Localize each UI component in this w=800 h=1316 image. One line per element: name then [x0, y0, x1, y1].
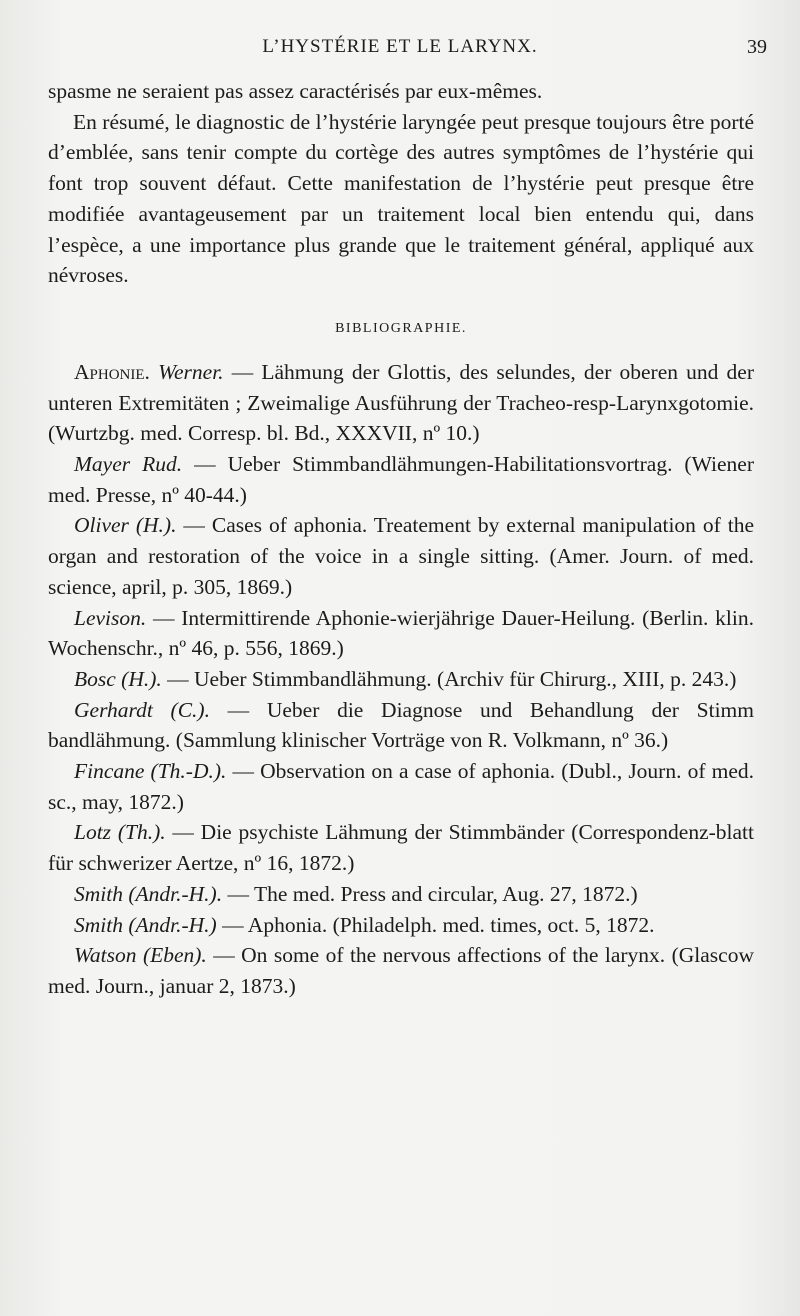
entry-text: — Aphonia. (Philadelph. med. times, oct. 5, 1872. [216, 912, 655, 937]
bibliography-entry [48, 695, 754, 756]
entry-author: Smith (Andr.-H.). [74, 881, 223, 906]
bibliography-entry [48, 910, 754, 941]
entry-prefix: Aphonie. [74, 359, 150, 384]
bibliography-entry [48, 449, 754, 510]
entry-author: Levison. [74, 605, 147, 630]
entry-author: Fincane (Th.-D.). [74, 759, 227, 784]
bibliography-entry [48, 817, 754, 878]
page-number: 39 [747, 36, 767, 58]
bibliography-list [48, 357, 754, 1002]
entry-author: Smith (Andr.-H.) [74, 912, 217, 937]
entry-author: Werner. [158, 359, 224, 384]
running-title: L’HYSTÉRIE ET LE LARYNX. [262, 36, 538, 57]
entry-author: Oliver (H.). [74, 513, 177, 538]
entry-author: Gerhardt (C.). [74, 697, 210, 722]
entry-text: — Lähmung der Glottis, des selundes, der oberen und der unteren Extremitäten ; Zweimalige Ausführung der Tracheo-resp-Larynxgotomie. (Wurtzbg. med. Corresp. bl. Bd., XXXVII, nº 10.) [48, 359, 755, 446]
bibliography-entry [48, 879, 754, 910]
entry-author: Bosc (H.). [74, 666, 162, 691]
entry-author: Watson (Eben). [74, 943, 207, 968]
entry-text: — Ueber Stimmbandlähmungen-Habilitationsvortrag. (Wiener med. Presse, nº 40-44.) [48, 452, 754, 507]
entry-text: — On some of the nervous affections of the larynx. (Glascow med. Journ., januar 2, 1873.) [48, 943, 754, 998]
bibliography-entry [48, 510, 754, 602]
bibliography-heading: BIBLIOGRAPHIE. [335, 320, 467, 336]
entry-text: — Ueber Stimmbandlähmung. (Archiv für Chirurg., XIII, p. 243.) [161, 666, 737, 691]
entry-text: — Observation on a case of aphonia. (Dubl., Journ. of med. sc., may, 1872.) [48, 759, 754, 814]
bibliography-entry [48, 940, 754, 1001]
paragraph-summary: En résumé, le diagnostic de l’hystérie laryngée peut presque toujours être porté d’emblée, sans tenir compte du cortège des autres symptômes de l’hystérie qui font trop souvent défaut. Cette manifestation de l’hystérie peut presque être modifiée avantageusement par un traitement local bien entendu qui, dans l’espèce, a une importance plus grande que le traitement général, appliqué aux névroses. [48, 109, 754, 288]
bibliography-entry [48, 603, 754, 664]
entry-text: — Ueber die Diagnose und Behandlung der Stimm bandlähmung. (Sammlung klinischer Vorträge von R. Volkmann, nº 36.) [48, 697, 754, 753]
entry-author: Lotz (Th.). [74, 820, 166, 845]
entry-text: — Intermittirende Aphonie-wierjährige Dauer-Heilung. (Berlin. klin. Wochenschr., nº 46, p. 556, 1869.) [48, 605, 754, 661]
page-body [48, 76, 754, 1002]
entry-author: Mayer Rud. [74, 452, 183, 477]
entry-text: — The med. Press and circular, Aug. 27, 1872.) [222, 881, 638, 906]
entry-text: — Die psychiste Lähmung der Stimmbänder (Correspondenz-blatt für schwerizer Aertze, nº 16, 1872.) [48, 820, 754, 876]
bibliography-entry [48, 756, 754, 817]
bibliography-entry [48, 357, 754, 449]
paragraph-continued: spasme ne seraient pas assez caractérisés par eux-mêmes. [48, 79, 543, 103]
entry-text: — Cases of aphonia. Treatement by external manipulation of the organ and restoration of the voice in a single sitting. (Amer. Journ. of med. science, april, p. 305, 1869.) [48, 513, 754, 599]
bibliography-entry [48, 664, 754, 695]
page-header [0, 36, 800, 64]
